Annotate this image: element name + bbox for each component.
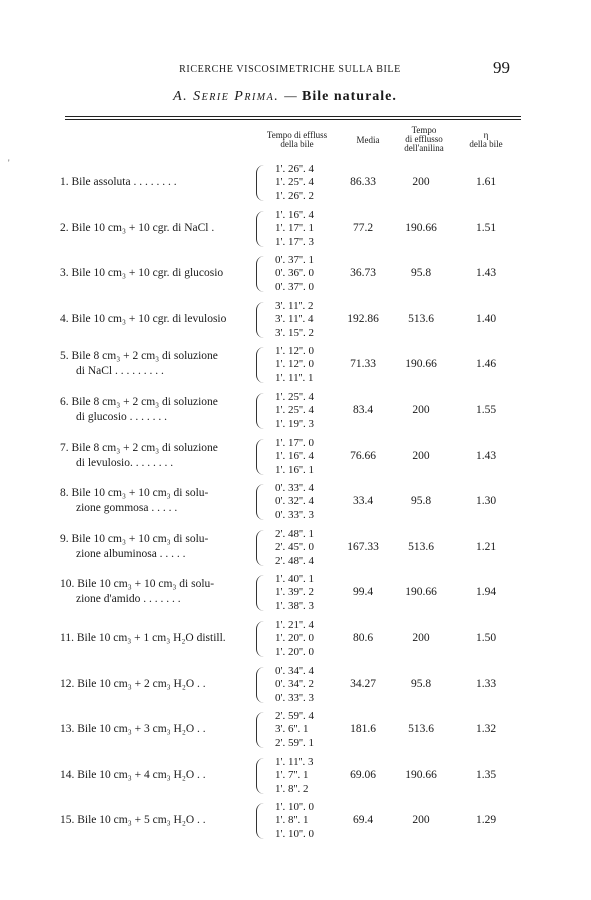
time-reading: 0'. 33''. 4: [275, 482, 314, 494]
row-label-line: 10. Bile 10 cm₃ + 10 cm₃ di solu-: [60, 578, 215, 590]
time-reading: 0'. 37''. 1: [275, 254, 314, 266]
row-label-line: 3. Bile 10 cm₃ + 10 cgr. di glucosio: [60, 267, 224, 279]
media-value: 71.33: [350, 358, 376, 370]
header-tempo-anilina: [394, 126, 454, 153]
brace: [256, 484, 266, 520]
time-readings: [275, 482, 314, 522]
time-reading: 1'. 38''. 3: [275, 599, 314, 612]
eta-value: 1.40: [475, 313, 497, 325]
media-value: 192.86: [347, 313, 379, 325]
row-label: [60, 486, 208, 516]
row-label: [60, 631, 226, 646]
header-line: η: [483, 130, 489, 140]
anilina-time-value: 200: [412, 450, 430, 462]
header-media: Media: [356, 135, 380, 145]
time-reading: 3'. 11''. 2: [275, 300, 314, 312]
row-label-line: 4. Bile 10 cm₃ + 10 cgr. di levulosio: [60, 313, 227, 325]
row-label-line: 15. Bile 10 cm₃ + 5 cm₃ H₂O . .: [60, 814, 206, 826]
eta-value: 1.29: [475, 814, 497, 826]
media-value: 69.4: [352, 814, 374, 826]
eta-value: 1.46: [475, 358, 497, 370]
brace: [256, 621, 266, 657]
row-label-line: 7. Bile 8 cm₃ + 2 cm₃ di soluzione: [60, 442, 218, 454]
running-head: RICERCHE VISCOSIMETRICHE SULLA BILE: [179, 64, 401, 75]
time-reading: 1'. 25''. 4: [275, 391, 314, 403]
eta-value: 1.43: [475, 450, 497, 462]
brace: [256, 575, 266, 611]
anilina-time-value: 200: [412, 814, 430, 826]
media-value: 69.06: [350, 769, 376, 781]
time-readings: [275, 163, 314, 203]
eta-value: 1.43: [475, 267, 497, 279]
section-label: A. Serie Prima. —: [173, 89, 299, 104]
anilina-time-value: 190.66: [405, 769, 437, 781]
row-label-line: 1. Bile assoluta . . . . . . . .: [60, 176, 177, 188]
time-reading: 1'. 19''. 3: [275, 417, 314, 430]
row-label: [60, 312, 226, 327]
time-reading: 0'. 34''. 2: [275, 678, 314, 691]
time-readings: [275, 573, 314, 613]
time-reading: 1'. 12''. 0: [275, 345, 314, 357]
time-reading: 1'. 16''. 4: [275, 209, 314, 221]
row-label-line: 8. Bile 10 cm₃ + 10 cm₃ di solu-: [60, 487, 209, 499]
time-reading: 1'. 8''. 2: [275, 782, 309, 795]
anilina-time-value: 200: [412, 404, 430, 416]
time-reading: 0'. 32''. 4: [275, 495, 314, 508]
time-reading: 2'. 48''. 4: [275, 554, 314, 567]
time-readings: [275, 345, 314, 385]
time-reading: 1'. 12''. 0: [275, 358, 314, 371]
time-reading: 0'. 33''. 3: [275, 508, 314, 521]
row-label-line: 2. Bile 10 cm₃ + 10 cgr. di NaCl .: [60, 222, 215, 234]
row-label-line: 12. Bile 10 cm₃ + 2 cm₃ H₂O . .: [60, 678, 206, 690]
row-label: [60, 175, 177, 190]
section-title: [120, 89, 450, 105]
time-readings: [275, 209, 314, 249]
row-label: [60, 266, 223, 281]
row-label: [60, 395, 218, 425]
time-readings: [275, 391, 314, 431]
row-label: [60, 441, 218, 471]
anilina-time-value: 200: [412, 176, 430, 188]
time-reading: 1'. 17''. 1: [275, 222, 314, 235]
eta-value: 1.55: [475, 404, 497, 416]
anilina-time-value: 513.6: [408, 313, 434, 325]
top-rule-thin: [65, 119, 521, 120]
brace: [256, 302, 266, 338]
time-readings: [275, 756, 314, 796]
brace: [256, 439, 266, 475]
anilina-time-value: 200: [412, 632, 430, 644]
brace: [256, 256, 266, 292]
time-reading: 1'. 20''. 0: [275, 645, 314, 658]
anilina-time-value: 95.8: [410, 267, 432, 279]
row-label-line: zione d'amido . . . . . . .: [76, 593, 181, 605]
time-reading: 0'. 33''. 3: [275, 691, 314, 704]
row-label: [60, 221, 214, 236]
time-reading: 0'. 37''. 0: [275, 280, 314, 293]
time-reading: 1'. 26''. 2: [275, 189, 314, 202]
row-label: [60, 532, 208, 562]
row-label: [60, 577, 214, 607]
row-label-line: 13. Bile 10 cm₃ + 3 cm₃ H₂O . .: [60, 723, 206, 735]
time-reading: 1'. 25''. 4: [275, 176, 314, 189]
time-readings: [275, 619, 314, 659]
anilina-time-value: 95.8: [410, 678, 432, 690]
time-reading: 3'. 15''. 2: [275, 326, 314, 339]
time-reading: 2'. 48''. 1: [275, 528, 314, 540]
media-value: 76.66: [350, 450, 376, 462]
row-label: [60, 813, 206, 828]
header-eta: [460, 131, 512, 149]
time-reading: 1'. 20''. 0: [275, 632, 314, 645]
time-reading: 2'. 59''. 1: [275, 736, 314, 749]
brace: [256, 758, 266, 794]
eta-value: 1.21: [475, 541, 497, 553]
header-line: dell'anilina: [404, 143, 444, 153]
media-value: 80.6: [352, 632, 374, 644]
time-reading: 0'. 34''. 4: [275, 665, 314, 677]
time-readings: [275, 801, 314, 841]
time-reading: 1'. 21''. 4: [275, 619, 314, 631]
media-value: 36.73: [350, 267, 376, 279]
anilina-time-value: 190.66: [405, 586, 437, 598]
margin-mark: ': [8, 158, 10, 168]
brace: [256, 530, 266, 566]
row-label-line: 11. Bile 10 cm₃ + 1 cm₃ H₂O distill.: [60, 632, 226, 644]
time-reading: 1'. 17''. 3: [275, 235, 314, 248]
row-label-line: zione albuminosa . . . . .: [76, 548, 186, 560]
brace: [256, 165, 266, 201]
time-reading: 1'. 10''. 0: [275, 801, 314, 813]
anilina-time-value: 190.66: [405, 222, 437, 234]
time-reading: 1'. 8''. 1: [275, 814, 309, 827]
time-readings: [275, 437, 314, 477]
row-label-line: di NaCl . . . . . . . . .: [76, 365, 164, 377]
time-readings: [275, 528, 314, 568]
row-label-line: zione gommosa . . . . .: [76, 502, 178, 514]
time-reading: 1'. 10''. 0: [275, 827, 314, 840]
brace: [256, 211, 266, 247]
time-reading: 1'. 40''. 1: [275, 573, 314, 585]
media-value: 99.4: [352, 586, 374, 598]
time-readings: [275, 665, 314, 705]
eta-value: 1.51: [475, 222, 497, 234]
section-heading: Bile naturale.: [302, 89, 397, 104]
header-line: Tempo di effluss: [266, 130, 328, 140]
time-reading: 2'. 45''. 0: [275, 541, 314, 554]
eta-value: 1.50: [475, 632, 497, 644]
time-reading: 1'. 26''. 4: [275, 163, 314, 175]
time-readings: [275, 254, 314, 294]
header-tempo-bile: [252, 131, 342, 149]
header-line: della bile: [469, 139, 503, 149]
time-reading: 3'. 6''. 1: [275, 723, 309, 736]
anilina-time-value: 95.8: [410, 495, 432, 507]
time-reading: 2'. 59''. 4: [275, 710, 314, 722]
brace: [256, 803, 266, 839]
brace: [256, 712, 266, 748]
brace: [256, 667, 266, 703]
time-reading: 1'. 16''. 1: [275, 463, 314, 476]
header-line: di efflusso: [405, 134, 443, 144]
time-reading: 1'. 11''. 3: [275, 756, 314, 768]
page-number: 99: [493, 58, 510, 77]
top-rule: [65, 116, 521, 117]
eta-value: 1.35: [475, 769, 497, 781]
eta-value: 1.33: [475, 678, 497, 690]
media-value: 86.33: [350, 176, 376, 188]
time-reading: 0'. 36''. 0: [275, 267, 314, 280]
time-readings: [275, 710, 314, 750]
anilina-time-value: 513.6: [408, 723, 434, 735]
row-label-line: 9. Bile 10 cm₃ + 10 cm₃ di solu-: [60, 533, 209, 545]
media-value: 83.4: [352, 404, 374, 416]
brace: [256, 393, 266, 429]
media-value: 33.4: [352, 495, 374, 507]
eta-value: 1.61: [475, 176, 497, 188]
time-reading: 1'. 17''. 0: [275, 437, 314, 449]
row-label-line: 6. Bile 8 cm₃ + 2 cm₃ di soluzione: [60, 396, 218, 408]
time-reading: 1'. 11''. 1: [275, 371, 314, 384]
eta-value: 1.94: [475, 586, 497, 598]
media-value: 77.2: [352, 222, 374, 234]
header-line: della bile: [280, 139, 314, 149]
time-readings: [275, 300, 314, 340]
anilina-time-value: 513.6: [408, 541, 434, 553]
time-reading: 1'. 7''. 1: [275, 769, 309, 782]
time-reading: 3'. 11''. 4: [275, 313, 314, 326]
row-label-line: 5. Bile 8 cm₃ + 2 cm₃ di soluzione: [60, 350, 218, 362]
media-value: 34.27: [350, 678, 376, 690]
media-value: 181.6: [350, 723, 376, 735]
time-reading: 1'. 16''. 4: [275, 450, 314, 463]
eta-value: 1.30: [475, 495, 497, 507]
row-label: [60, 349, 218, 379]
row-label-line: di glucosio . . . . . . .: [76, 411, 168, 423]
row-label: [60, 768, 206, 783]
row-label: [60, 722, 206, 737]
media-value: 167.33: [347, 541, 379, 553]
row-label: [60, 677, 206, 692]
time-reading: 1'. 39''. 2: [275, 586, 314, 599]
row-label-line: di levulosio. . . . . . . .: [76, 457, 174, 469]
eta-value: 1.32: [475, 723, 497, 735]
anilina-time-value: 190.66: [405, 358, 437, 370]
time-reading: 1'. 25''. 4: [275, 404, 314, 417]
brace: [256, 347, 266, 383]
row-label-line: 14. Bile 10 cm₃ + 4 cm₃ H₂O . .: [60, 769, 206, 781]
header-line: Tempo: [411, 125, 437, 135]
